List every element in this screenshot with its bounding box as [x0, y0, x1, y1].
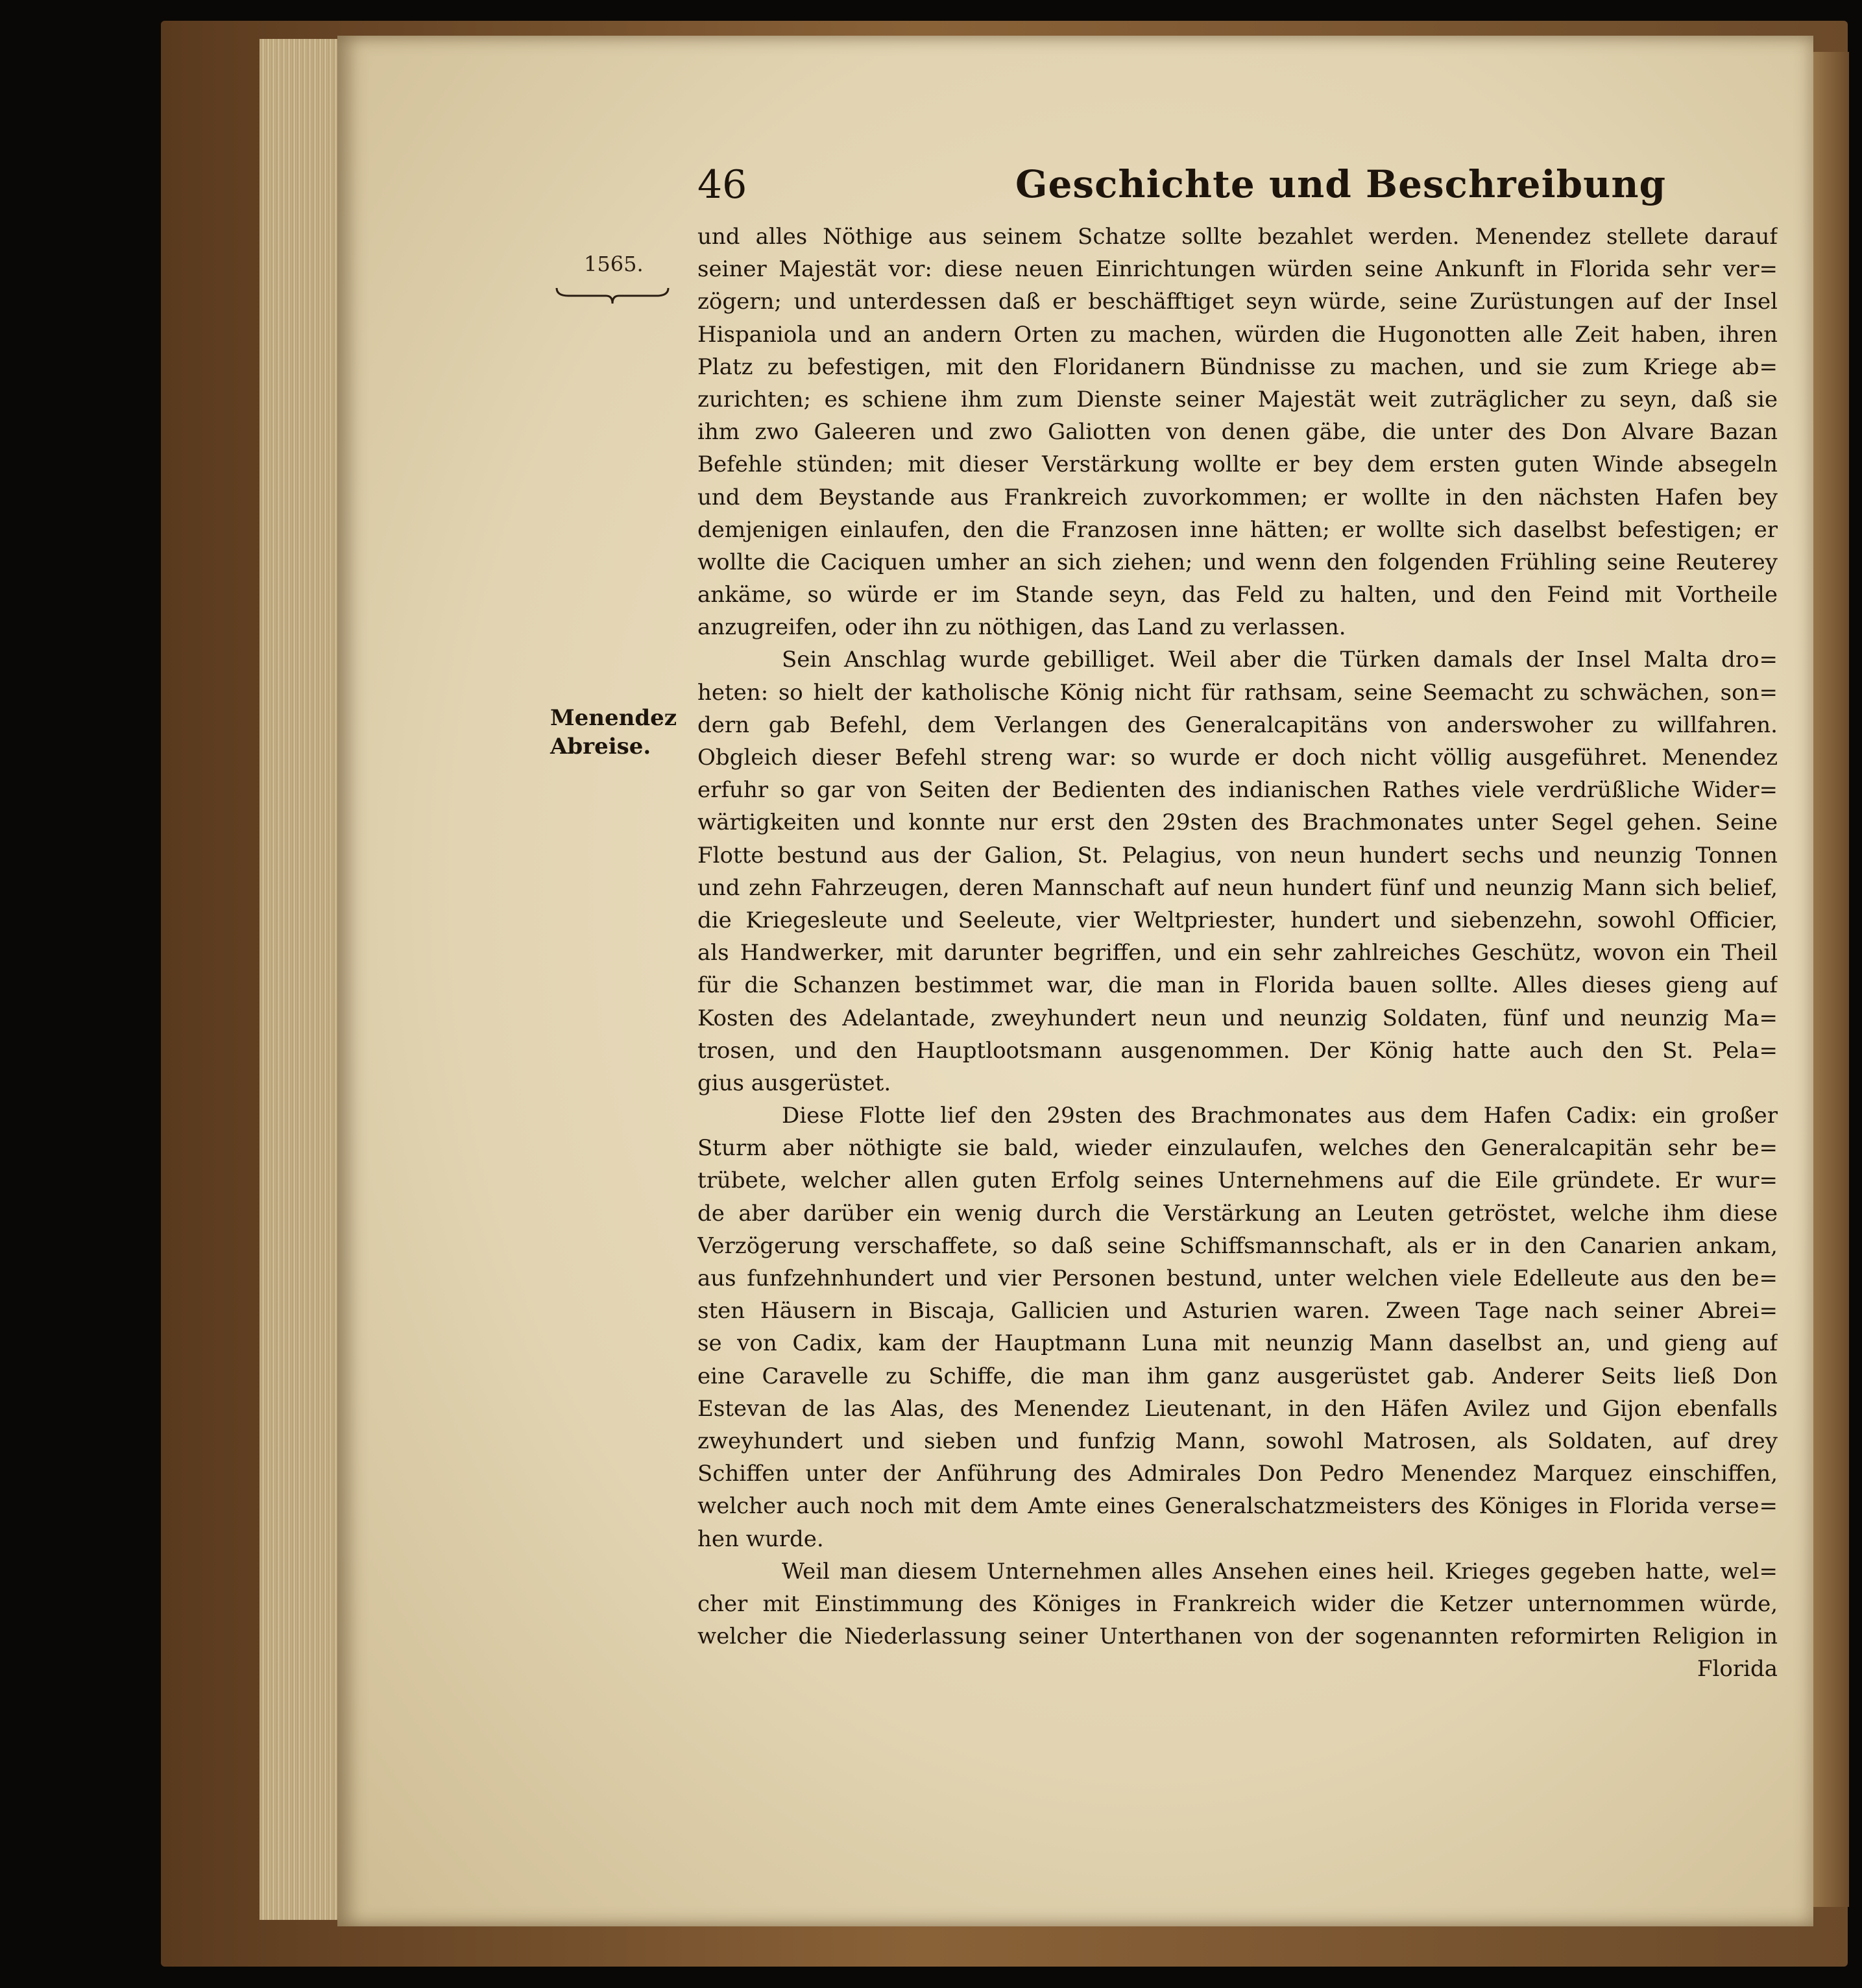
text-line: Sein Anschlag wurde gebilliget. Weil aber die Türken damals der Insel Malta dro=: [782, 647, 1778, 673]
text-line: wollte die Caciquen umher an sich ziehen; und wenn den folgenden Frühling seine Reuterey: [697, 549, 1778, 575]
text-line: seiner Majestät vor: diese neuen Einrichtungen würden seine Ankunft in Florida sehr ver=: [697, 256, 1778, 283]
text-line: welcher die Niederlassung seiner Unterthanen von der sogenannten reformirten Religion in: [697, 1623, 1778, 1650]
text-line: Sturm aber nöthigte sie bald, wieder einzulaufen, welches den Generalcapitän sehr be=: [697, 1135, 1778, 1162]
text-line: zögern; und unterdessen daß er beschäfftiget seyn würde, seine Zurüstungen auf der Insel: [697, 289, 1778, 315]
running-title: Geschichte und Beschreibung: [1015, 162, 1667, 206]
text-line: Flotte bestund aus der Galion, St. Pelagius, von neun hundert sechs und neunzig Tonnen: [697, 842, 1778, 868]
text-line: Kosten des Adelantade, zweyhundert neun und neunzig Soldaten, fünf und neunzig Ma=: [697, 1005, 1778, 1031]
text-line: Diese Flotte lief den 29sten des Brachmonates aus dem Hafen Cadix: ein großer: [782, 1103, 1778, 1129]
text-line: se von Cadix, kam der Hauptmann Luna mit neunzig Mann daselbst an, und gieng auf: [697, 1330, 1778, 1357]
text-line: und dem Beystande aus Frankreich zuvorkommen; er wollte in den nächsten Hafen bey: [697, 484, 1778, 510]
text-line: de aber darüber ein wenig durch die Verstärkung an Leuten getröstet, welche ihm diese: [697, 1200, 1778, 1227]
margin-brace-icon: [555, 285, 670, 305]
text-line: zurichten; es schiene ihm zum Dienste seiner Majestät weit zuträglicher zu seyn, daß sie: [697, 386, 1778, 413]
margin-year: 1565.: [584, 252, 644, 276]
text-line: trosen, und den Hauptlootsmann ausgenommen. Der König hatte auch den St. Pela=: [697, 1037, 1778, 1064]
text-line: zweyhundert und sieben und funfzig Mann, sowohl Matrosen, als Soldaten, auf drey: [697, 1428, 1778, 1454]
text-line: eine Caravelle zu Schiffe, die man ihm ganz ausgerüstet gab. Anderer Seits ließ Don: [697, 1363, 1778, 1389]
text-line: Platz zu befestigen, mit den Floridanern Bündnisse zu machen, und sie zum Kriege ab=: [697, 353, 1778, 380]
text-line: Florida: [1697, 1656, 1778, 1683]
page-edges: [260, 39, 337, 1920]
margin-note-line: Abreise.: [550, 734, 651, 760]
margin-note: [550, 704, 680, 761]
text-line: Obgleich dieser Befehl streng war: so wurde er doch nicht völlig ausgeführet. Menendez: [697, 745, 1778, 771]
text-line: als Handwerker, mit darunter begriffen, und ein sehr zahlreiches Geschütz, wovon ein Theil: [697, 940, 1778, 966]
text-line: Befehle stünden; mit dieser Verstärkung wollte er bey dem ersten guten Winde absegeln: [697, 451, 1778, 478]
text-line: Schiffen unter der Anführung des Admirales Don Pedro Menendez Marquez einschiffen,: [697, 1461, 1778, 1487]
text-line: aus funfzehnhundert und vier Personen bestund, unter welchen viele Edelleute aus den be=: [697, 1265, 1778, 1291]
body-text: [697, 221, 1778, 1685]
text-line: trübete, welcher allen guten Erfolg seines Unternehmens auf die Eile gründete. Er wur=: [697, 1168, 1778, 1194]
text-line: ankäme, so würde er im Stande seyn, das Feld zu halten, und den Feind mit Vortheile: [697, 582, 1778, 608]
text-line: die Kriegesleute und Seeleute, vier Weltpriester, hundert und siebenzehn, sowohl Officier,: [697, 907, 1778, 933]
text-line: sten Häusern in Biscaja, Gallicien und Asturien waren. Zween Tage nach seiner Abrei=: [697, 1298, 1778, 1324]
text-line: Estevan de las Alas, des Menendez Lieutenant, in den Häfen Avilez und Gijon ebenfalls: [697, 1395, 1778, 1422]
book-gutter: [1810, 52, 1849, 1907]
text-line: dern gab Befehl, dem Verlangen des Generalcapitäns von anderswoher zu willfahren.: [697, 712, 1778, 738]
text-line: heten: so hielt der katholische König nicht für rathsam, seine Seemacht zu schwächen, son=: [697, 679, 1778, 706]
text-line: demjenigen einlaufen, den die Franzosen inne hätten; er wollte sich daselbst befestigen; er: [697, 516, 1778, 543]
margin-note-line: Menendez: [550, 705, 677, 731]
text-line: hen wurde.: [697, 1526, 824, 1552]
text-line: erfuhr so gar von Seiten der Bedienten des indianischen Rathes viele verdrüßliche Wider=: [697, 777, 1778, 804]
text-line: anzugreifen, oder ihn zu nöthigen, das Land zu verlassen.: [697, 614, 1346, 641]
text-line: cher mit Einstimmung des Königes in Frankreich wider die Ketzer unternommen würde,: [697, 1590, 1778, 1617]
text-line: Hispaniola und an andern Orten zu machen, würden die Hugonotten alle Zeit haben, ihren: [697, 321, 1778, 348]
text-line: für die Schanzen bestimmet war, die man in Florida bauen sollte. Alles dieses gieng auf: [697, 972, 1778, 999]
page-number: 46: [697, 162, 747, 208]
text-line: wärtigkeiten und konnte nur erst den 29sten des Brachmonates unter Segel gehen. Seine: [697, 809, 1778, 836]
page-header: [697, 162, 1800, 214]
text-line: ihm zwo Galeeren und zwo Galiotten von denen gäbe, die unter des Don Alvare Bazan: [697, 419, 1778, 446]
text-line: und zehn Fahrzeugen, deren Mannschaft auf neun hundert fünf und neunzig Mann sich belief,: [697, 874, 1778, 901]
text-line: und alles Nöthige aus seinem Schatze sollte bezahlet werden. Menendez stellete darauf: [697, 224, 1778, 250]
text-line: Verzögerung verschaffete, so daß seine Schiffsmannschaft, als er in den Canarien ankam,: [697, 1232, 1778, 1259]
text-line: Weil man diesem Unternehmen alles Ansehen eines heil. Krieges gegeben hatte, wel=: [782, 1558, 1778, 1585]
text-line: welcher auch noch mit dem Amte eines Generalschatzmeisters des Königes in Florida verse=: [697, 1493, 1778, 1520]
text-line: gius ausgerüstet.: [697, 1070, 891, 1096]
